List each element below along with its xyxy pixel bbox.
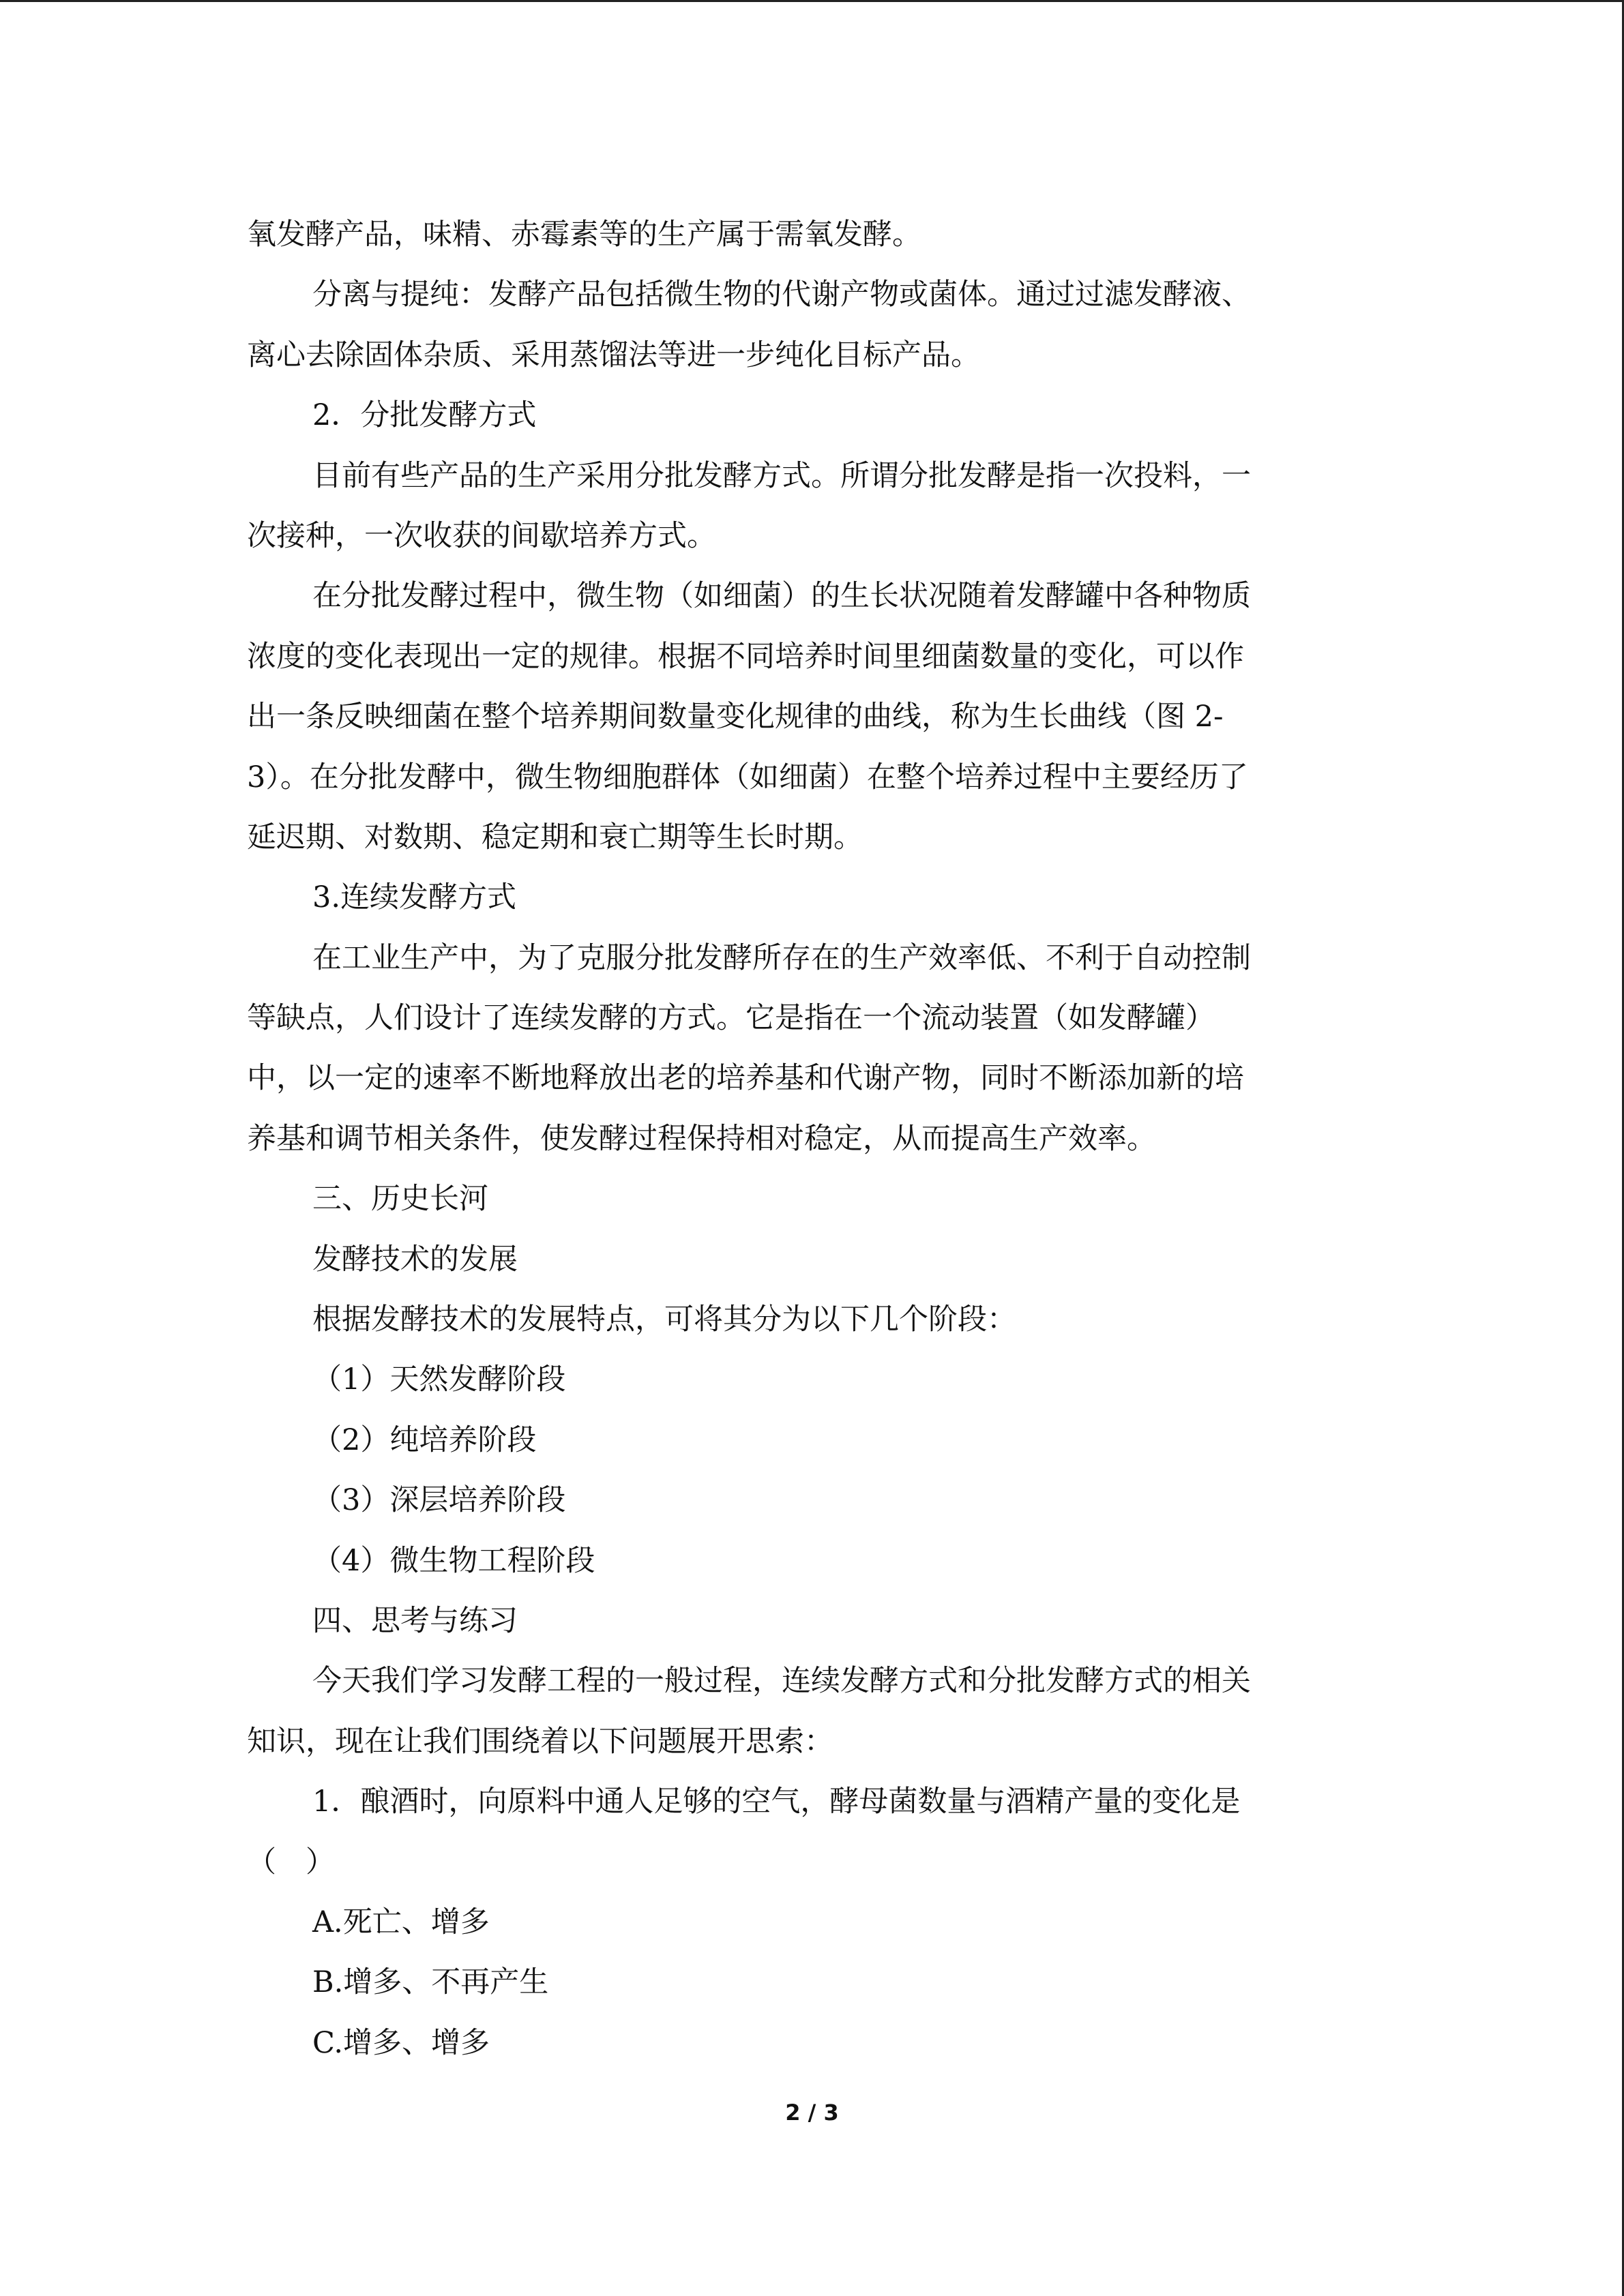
text-line-3: 离心去除固体杂质、采用蒸馏法等进一步纯化目标产品。 <box>247 338 980 372</box>
text-line-14: 等缺点，人们设计了连续发酵的方式。它是指在一个流动装置（如发酵罐） <box>247 1001 1215 1036</box>
text-line-8: 浓度的变化表现出一定的规律。根据不同培养时间里细菌数量的变化，可以作 <box>247 639 1244 674</box>
section-heading-exercises: 四、思考与练习 <box>312 1603 518 1638</box>
option-c: C.增多、增多 <box>312 2025 490 2060</box>
text-line-6: 次接种，一次收获的间歇培养方式。 <box>247 518 716 553</box>
section-heading-continuous-fermentation: 3.连续发酵方式 <box>312 880 517 915</box>
text-line-13: 在工业生产中，为了克服分批发酵所存在的生产效率低、不利于自动控制 <box>312 940 1251 975</box>
list-item-stage-4: （4）微生物工程阶段 <box>312 1543 595 1578</box>
text-line-1: 氧发酵产品，味精、赤霉素等的生产属于需氧发酵。 <box>247 218 921 252</box>
list-item-stage-2: （2）纯培养阶段 <box>312 1422 537 1457</box>
subheading-fermentation-development: 发酵技术的发展 <box>312 1242 518 1277</box>
text-line-7: 在分批发酵过程中，微生物（如细菌）的生长状况随着发酵罐中各种物质 <box>312 579 1251 614</box>
list-item-stage-3: （3）深层培养阶段 <box>312 1483 566 1518</box>
section-heading-batch-fermentation: 2．分批发酵方式 <box>312 398 537 433</box>
text-line-2: 分离与提纯：发酵产品包括微生物的代谢产物或菌体。通过过滤发酵液、 <box>312 278 1251 312</box>
question-1: 1．酿酒时，向原料中通人足够的空气，酵母菌数量与酒精产量的变化是 <box>312 1785 1241 1819</box>
list-item-stage-1: （1）天然发酵阶段 <box>312 1362 566 1397</box>
text-line-10: 3）。在分批发酵中，微生物细胞群体（如细菌）在整个培养过程中主要经历了 <box>247 760 1248 794</box>
option-b: B.增多、不再产生 <box>312 1965 549 2000</box>
document-body <box>247 205 1365 2073</box>
option-a: A.死亡、增多 <box>312 1905 490 1939</box>
section-heading-history: 三、历史长河 <box>312 1182 488 1217</box>
text-line-26: 知识，现在让我们围绕着以下问题展开思索： <box>247 1724 833 1759</box>
page-number: 2 / 3 <box>785 2100 839 2126</box>
text-line-16: 养基和调节相关条件，使发酵过程保持相对稳定，从而提高生产效率。 <box>247 1121 1156 1156</box>
text-line-25: 今天我们学习发酵工程的一般过程，连续发酵方式和分批发酵方式的相关 <box>312 1664 1251 1699</box>
text-line-11: 延迟期、对数期、稳定期和衰亡期等生长时期。 <box>247 820 863 854</box>
text-line-5: 目前有些产品的生产采用分批发酵方式。所谓分批发酵是指一次投料，一 <box>312 458 1251 493</box>
text-line-19: 根据发酵技术的发展特点，可将其分为以下几个阶段： <box>312 1302 1016 1337</box>
question-1-blank: （ ） <box>247 1845 335 1879</box>
text-line-9: 出一条反映细菌在整个培养期间数量变化规律的曲线，称为生长曲线（图 2- <box>247 700 1224 734</box>
text-line-15: 中，以一定的速率不断地释放出老的培养基和代谢产物，同时不断添加新的培 <box>247 1061 1244 1096</box>
